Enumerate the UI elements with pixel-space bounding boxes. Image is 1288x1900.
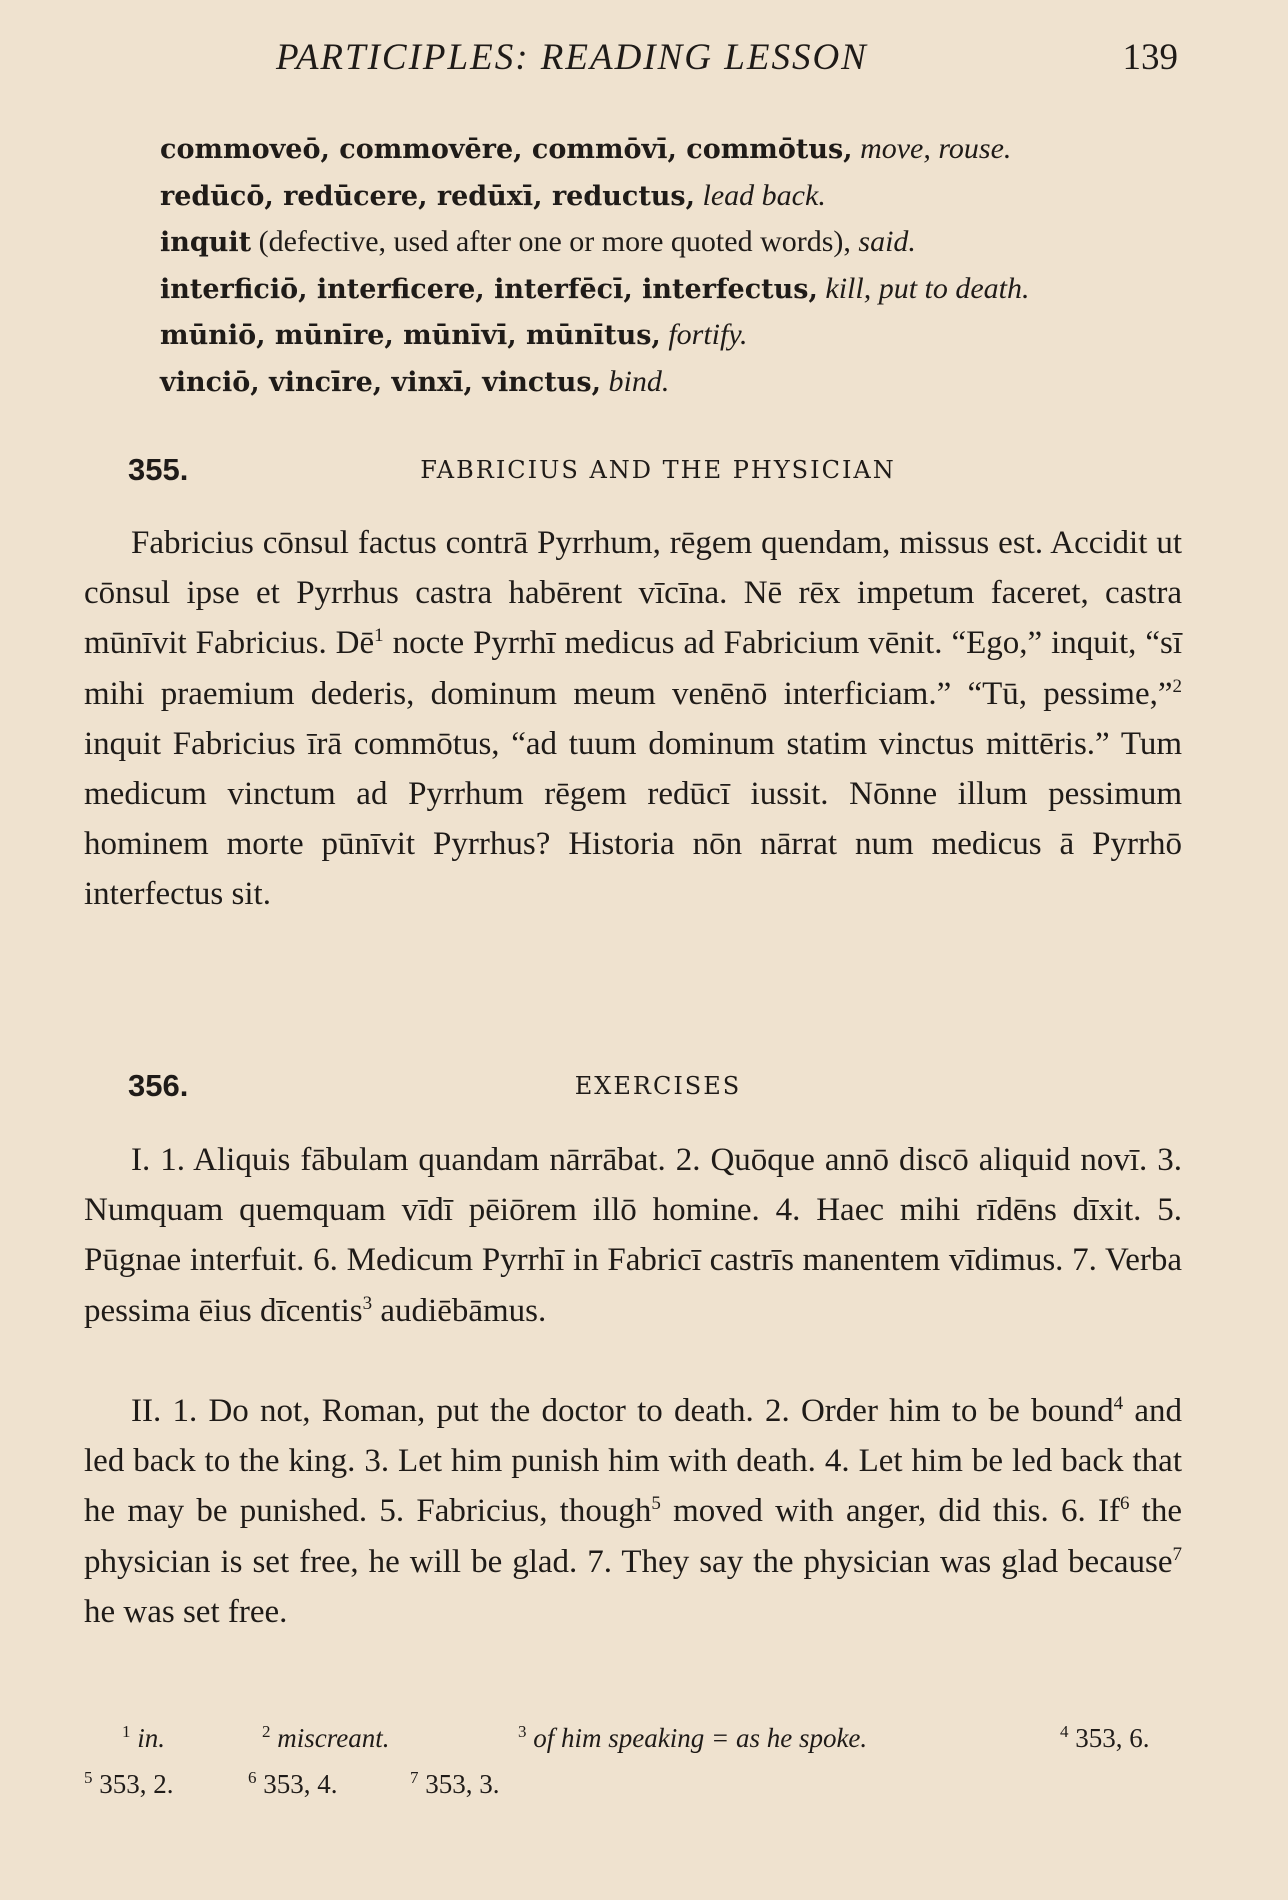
footnote bbox=[410, 1761, 500, 1807]
footnote bbox=[122, 1715, 165, 1761]
exercise-text: he was set free. bbox=[84, 1593, 288, 1630]
footnote-number: 5 bbox=[84, 1768, 93, 1787]
footnote-line bbox=[84, 1761, 1182, 1807]
page-header bbox=[0, 32, 1288, 82]
vocab-note: (defective, used after one or more quoted words), bbox=[251, 225, 859, 258]
exercise-latin bbox=[84, 1135, 1182, 1336]
vocab-entry bbox=[160, 126, 1210, 173]
footnote-line bbox=[122, 1715, 1182, 1761]
vocab-gloss: said. bbox=[858, 225, 916, 258]
footnote-text: miscreant. bbox=[277, 1723, 390, 1753]
section-356-heading bbox=[128, 1068, 1188, 1114]
footnote-number: 4 bbox=[1060, 1722, 1069, 1741]
exercise-text: I. 1. Aliquis fābulam quandam nārrābat. 2. Quōque annō discō aliquid novī. 3. Numquam quemquam vīdī pēiōrem illō homine. 4. Haec mihi rīdēns dīxit. 5. Pūgnae interfuit. 6. Medicum Pyrrhī in Fabricī castrīs manentem vīdimus. 7. Verba pessima ēius dīcentis bbox=[84, 1142, 1182, 1329]
page-number: 139 bbox=[1122, 37, 1178, 78]
vocab-gloss: kill, put to death. bbox=[825, 271, 1030, 305]
exercise-text: audiēbāmus. bbox=[372, 1292, 547, 1329]
vocab-gloss: fortify. bbox=[668, 318, 748, 351]
vocab-forms: redūcō, redūcere, redūxī, reductus, bbox=[160, 180, 696, 212]
footnote bbox=[84, 1761, 174, 1807]
vocabulary-list bbox=[160, 126, 1210, 405]
footnote-marker: 1 bbox=[374, 625, 384, 647]
footnote-reference: 353, 6. bbox=[1075, 1723, 1150, 1753]
vocab-gloss: bind. bbox=[608, 364, 670, 398]
footnote-marker: 4 bbox=[1113, 1393, 1124, 1414]
section-355-heading bbox=[128, 452, 1188, 498]
footnote-marker: 2 bbox=[1172, 675, 1182, 697]
footnote-number: 7 bbox=[410, 1768, 419, 1787]
footnote-marker: 6 bbox=[1119, 1493, 1130, 1515]
footnote bbox=[262, 1715, 389, 1761]
vocab-forms: vinciō, vincīre, vinxī, vinctus, bbox=[160, 366, 602, 398]
footnote-number: 6 bbox=[248, 1768, 257, 1787]
vocab-forms: interficiō, interficere, interfēcī, interfectus, bbox=[160, 273, 818, 305]
footnote-number: 3 bbox=[518, 1722, 527, 1741]
exercise-english bbox=[84, 1386, 1182, 1637]
footnote-marker: 3 bbox=[362, 1292, 373, 1314]
footnote-reference: 353, 3. bbox=[425, 1769, 500, 1799]
footnote-reference: 353, 2. bbox=[99, 1769, 174, 1799]
footnote-reference: 353, 4. bbox=[263, 1769, 338, 1799]
exercise-text: the physician is set free, he will be glad. 7. They say the physician was glad because bbox=[84, 1493, 1182, 1580]
passage-text: Fabricius cōnsul factus contrā Pyrrhum, rēgem quendam, missus est. Accidit ut cōnsul ipse et Pyrrhus castra habērent vīcīna. Nē rēx impetum faceret, castra mūnīvit Fabricius. Dē bbox=[84, 525, 1182, 662]
footnotes bbox=[84, 1715, 1182, 1807]
vocab-entry bbox=[160, 359, 1210, 406]
footnote bbox=[518, 1715, 867, 1761]
exercise-text: moved with anger, did this. 6. If bbox=[660, 1493, 1120, 1530]
running-title: PARTICIPLES: READING LESSON bbox=[276, 37, 868, 78]
section-number: 355. bbox=[128, 452, 189, 487]
vocab-forms: mūniō, mūnīre, mūnīvī, mūnītus, bbox=[160, 320, 661, 351]
exercise-text: and led back to the king. 3. Let him punish him with death. 4. Let him be led back that he may be punished. 5. Fabricius, though bbox=[84, 1393, 1182, 1530]
footnote bbox=[1060, 1715, 1150, 1761]
footnote-text: of him speaking = as he spoke. bbox=[533, 1723, 868, 1753]
footnote bbox=[248, 1761, 338, 1807]
section-number: 356. bbox=[128, 1068, 189, 1103]
vocab-entry bbox=[160, 266, 1210, 313]
passage-text: inquit Fabricius īrā commōtus, “ad tuum dominum statim vinctus mittēris.” Tum medicum vinctum ad Pyrrhum rēgem redūcī iussit. Nōnne illum pessimum hominem morte pūnīvit Pyrrhus? Historia nōn nārrat num medicus ā Pyrrhō interfectus sit. bbox=[84, 725, 1182, 913]
footnote-marker: 7 bbox=[1172, 1543, 1182, 1565]
section-title: FABRICIUS AND THE PHYSICIAN bbox=[420, 456, 896, 484]
footnote-number: 1 bbox=[122, 1722, 131, 1741]
vocab-gloss: lead back. bbox=[702, 178, 826, 212]
vocab-entry bbox=[160, 312, 1210, 359]
vocab-forms: inquit bbox=[160, 227, 252, 258]
footnote-number: 2 bbox=[262, 1722, 271, 1741]
vocab-forms: commoveō, commovēre, commōvī, commōtus, bbox=[160, 134, 853, 165]
footnote-marker: 5 bbox=[651, 1493, 661, 1515]
exercise-text: II. 1. Do not, Roman, put the doctor to death. 2. Order him to be bound bbox=[131, 1393, 1114, 1429]
vocab-gloss: move, rouse. bbox=[860, 132, 1012, 165]
vocab-entry bbox=[160, 173, 1210, 220]
vocab-entry bbox=[160, 219, 1210, 266]
passage-text: nocte Pyrrhī medicus ad Fabricium vēnit. “Ego,” inquit, “sī mihi praemium dederis, dominum meum venēnō interficiam.” “Tū, pessime,” bbox=[84, 625, 1183, 712]
reading-passage bbox=[84, 518, 1182, 920]
section-title: EXERCISES bbox=[574, 1072, 742, 1100]
footnote-text: in. bbox=[137, 1723, 166, 1753]
